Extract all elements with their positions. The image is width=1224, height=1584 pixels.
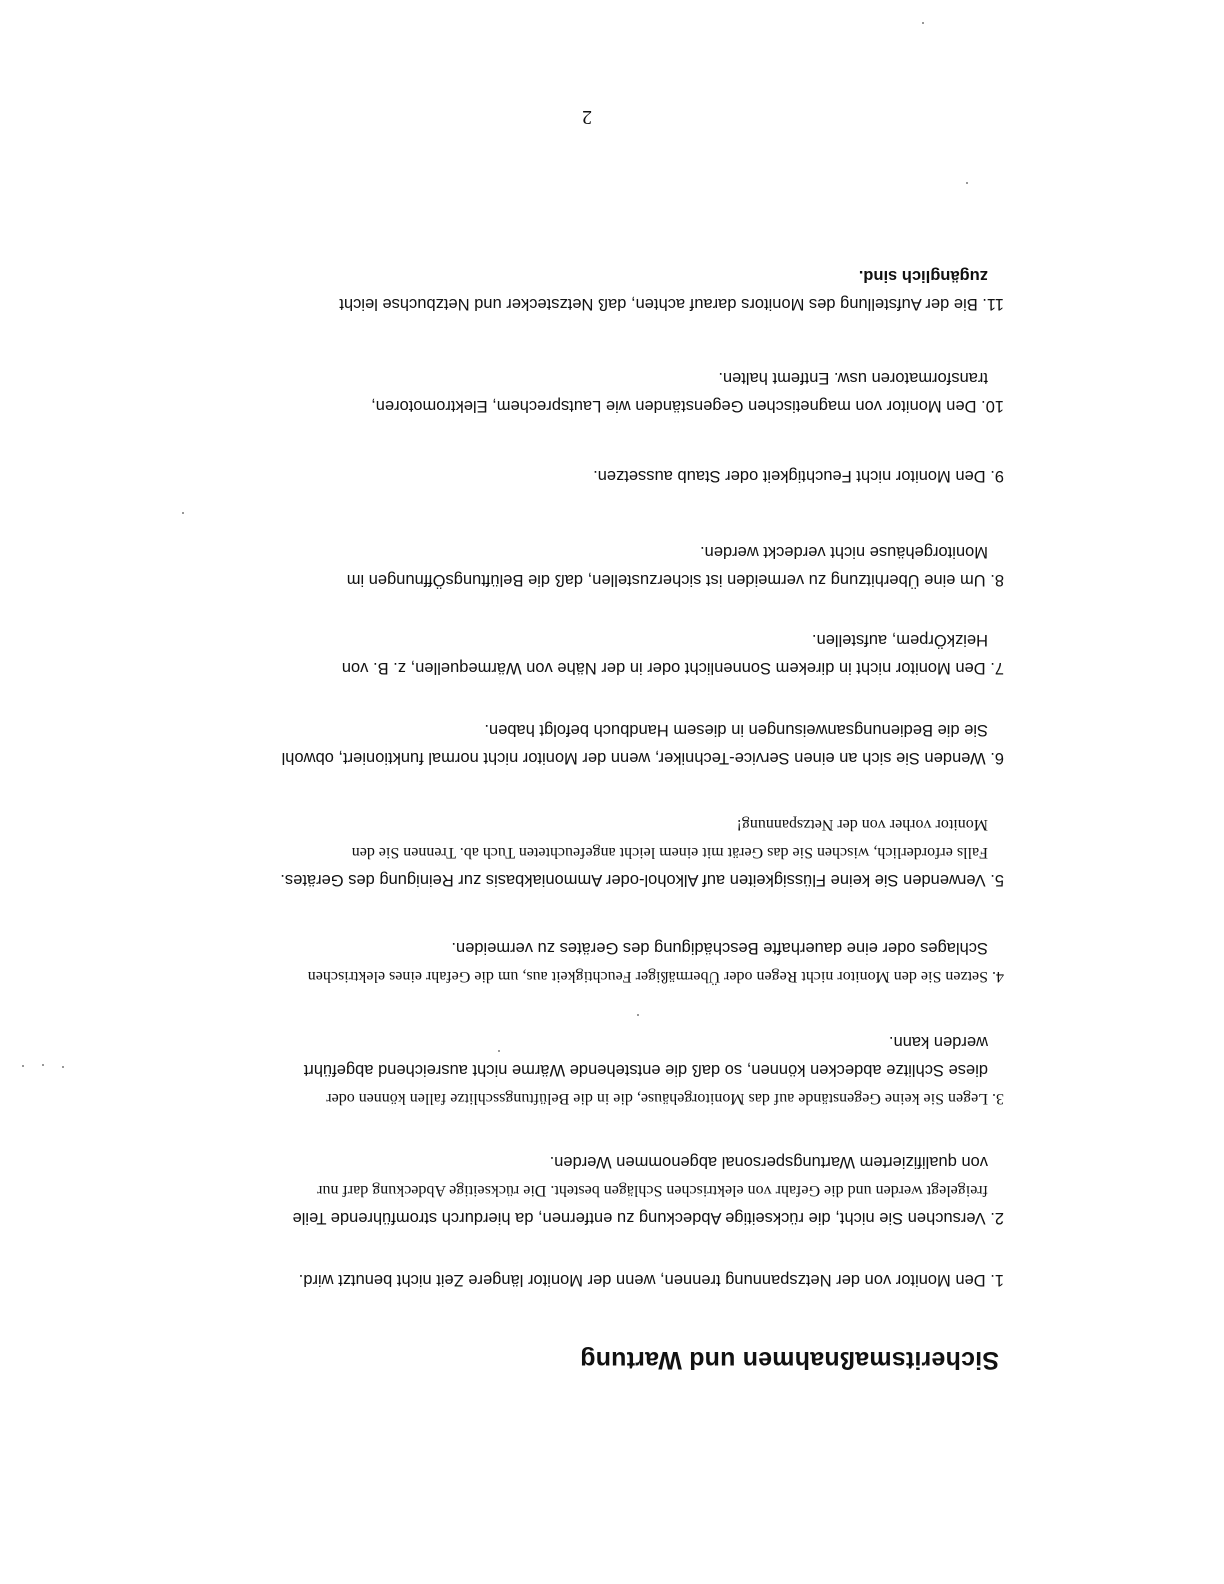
list-item xyxy=(154,538,1004,594)
list-item xyxy=(154,626,1004,682)
list-item-line: zugänglich sind. xyxy=(858,267,988,285)
list-item-line: 7. Den Monitor nicht in direkem Sonnenlicht oder in der Nähe von Wärmequellen, z. B. von xyxy=(341,659,1004,677)
scan-artifact xyxy=(922,22,924,24)
scan-artifact xyxy=(498,1050,500,1052)
list-item-line: Sie die Bedienungsanweisungen in diesem Handbuch befolgt haben. xyxy=(484,721,988,739)
list-item xyxy=(154,262,1004,318)
scan-artifact xyxy=(22,1065,24,1067)
list-item-line: 10. Den Monitor von magnetischen Gegenständen wie Lautsprechem, Elektromotoren, xyxy=(371,397,1004,415)
list-item-line: 2. Versuchen Sie nicht, die rückseitige Abdeckung zu entfernen, da hierdurch stromführende Teile xyxy=(292,1209,1004,1227)
list-item-line: Schlages oder eine dauerhafte Beschädigung des Gerätes zu vermeiden. xyxy=(451,939,988,957)
list-item-line: 6. Wenden Sie sich an einen Service-Techniker, wenn der Monitor nicht normal funktioniert, obwohl xyxy=(281,749,1004,767)
list-item-line: werden kann. xyxy=(888,1033,988,1051)
list-item-line: 3. Legen Sie keine Gegenstände auf das Monitorgehäuse, die in die Belüftungsschlitze fallen können oder xyxy=(326,1090,1004,1107)
list-item-line: Monitor vorher von der Netzspannung! xyxy=(736,816,988,833)
list-item xyxy=(154,716,1004,772)
list-item xyxy=(154,364,1004,420)
page-number: 2 xyxy=(582,106,592,128)
list-item-line: von qualifiziertem Wartungspersonal abgenommen Werden. xyxy=(549,1153,988,1171)
scan-artifact xyxy=(966,182,968,184)
list-item xyxy=(154,934,1004,990)
list-item xyxy=(154,1266,1004,1294)
scan-artifact xyxy=(637,1014,639,1016)
list-item-line: HeizkÖrpem, aufstellen. xyxy=(811,631,988,649)
list-item-line: transformatoren usw. Entfemt halten. xyxy=(718,369,988,387)
list-item-line: 1. Den Monitor von der Netzspannung trennen, wenn der Monitor längere Zeit nicht benutzt wird. xyxy=(298,1271,1004,1289)
scan-artifact xyxy=(182,512,184,514)
list-item-line: Monitorgehäuse nicht verdeckt werden. xyxy=(700,543,988,561)
scan-artifact xyxy=(62,1066,64,1068)
list-item-line: Falls erforderlich, wischen Sie das Gerät mit einem leicht angefeuchteten Tuch ab. Trennen Sie den xyxy=(351,844,988,861)
list-item-line: diese Schlitze abdecken können, so daß die entstehende Wärme nicht ausreichend abgeführt xyxy=(303,1061,988,1079)
list-item-line: 9. Den Monitor nicht Feuchtigkeit oder Staub aussetzen. xyxy=(593,467,1004,485)
list-item xyxy=(154,810,1004,894)
scan-artifact xyxy=(42,1064,44,1066)
list-item xyxy=(154,1028,1004,1112)
document-title: Sicheritsmaßnahmen und Wartung xyxy=(579,1346,999,1374)
list-item xyxy=(154,1148,1004,1232)
list-item-line: 5. Verwenden Sie keine Flüssigkeiten auf Alkohol-oder Ammoniakbasis zur Reinigung des Gerätes. xyxy=(280,871,1004,889)
list-item-line: freigelegt werden und die Gefahr von elektrischen Schlägen besteht. Die rückseitige Abdeckung darf nur xyxy=(317,1182,988,1199)
list-item-line: 4. Setzen Sie den Monitor nicht Regen oder Übermäßiger Feuchtigkeit aus, um die Gefahr eines elektrischen xyxy=(307,968,1004,985)
fax-transmission-header xyxy=(0,4,1224,18)
list-item-line: 8. Um eine Überhitzung zu vermeiden ist sicherzustellen, daß die BelüftungsÖffnungen im xyxy=(346,571,1004,589)
list-item xyxy=(154,462,1004,490)
list-item-line: 11. Bie der Aufstellung des Monitors darauf achten, daß Netzstecker und Netzbuchse leicht xyxy=(339,295,1004,313)
